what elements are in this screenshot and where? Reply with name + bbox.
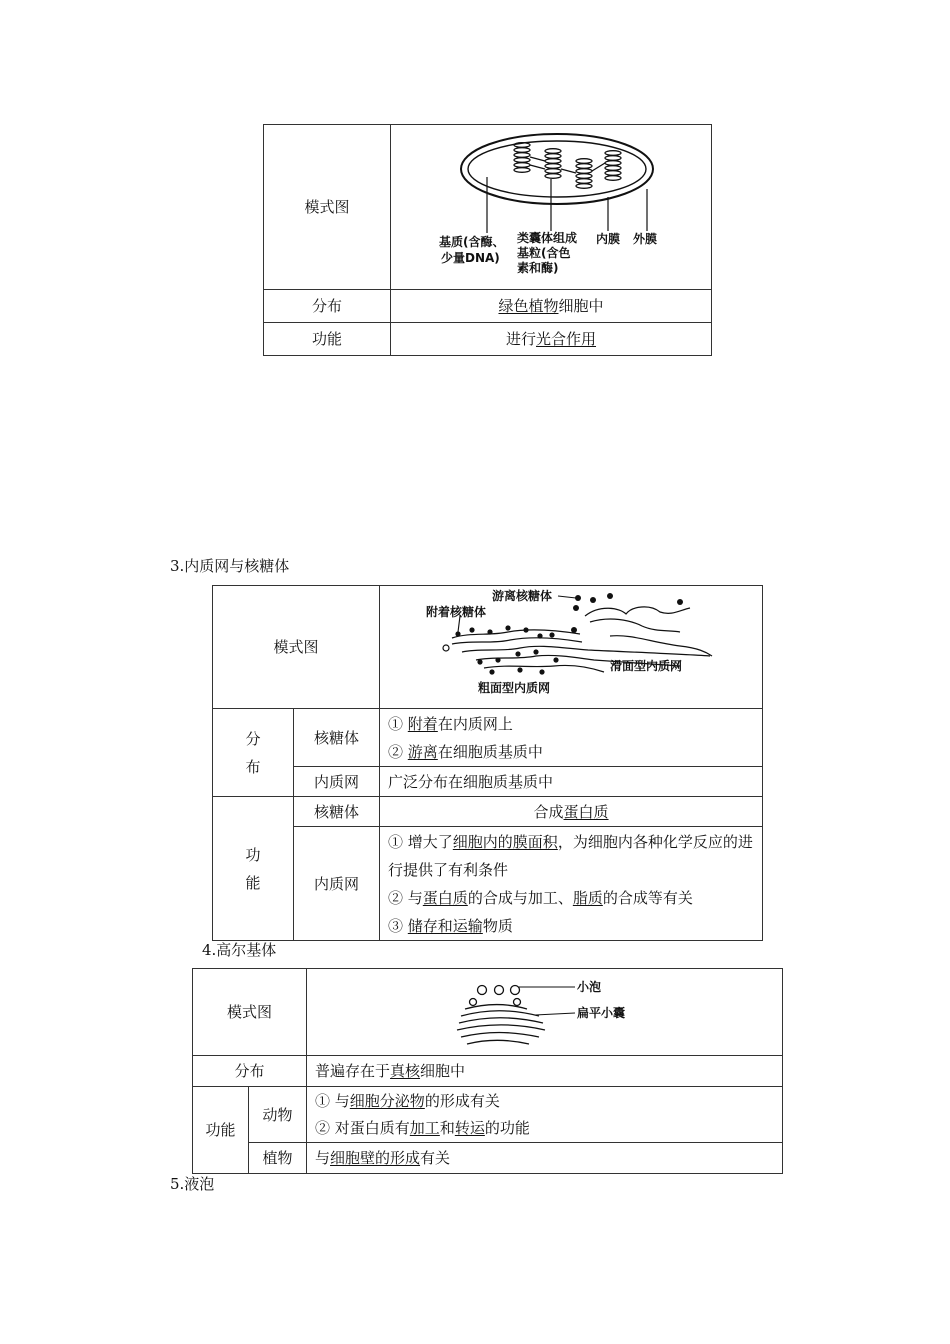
ribosome-function: 合成蛋白质 <box>380 797 763 827</box>
golgi-animal-function: ① 与细胞分泌物的形成有关 ② 对蛋白质有加工和转运的功能 <box>307 1087 783 1143</box>
golgi-diagram <box>307 969 783 1056</box>
er-function: ① 增大了细胞内的膜面积，为细胞内各种化学反应的进行提供了有利条件 ② 与蛋白质的合成与加工、脂质的合成等有关 ③ 储存和运输物质 <box>380 827 763 941</box>
er-distribution-label: 分 布 <box>213 709 294 797</box>
free-ribosome-label: 游离核糖体 <box>492 589 553 603</box>
er-function-label: 功 能 <box>213 797 294 941</box>
er-distribution: 广泛分布在细胞质基质中 <box>380 767 763 797</box>
er-heading: 3.内质网与核糖体 <box>170 557 290 575</box>
grana-label-1: 类囊体组成 <box>517 231 578 245</box>
chloroplast-distribution: 绿色植物细胞中 <box>391 290 712 323</box>
golgi-animal-label: 动物 <box>249 1087 307 1143</box>
grana-label-2: 基粒(含色 <box>517 246 571 260</box>
golgi-plant-label: 植物 <box>249 1143 307 1174</box>
chloroplast-model-label: 模式图 <box>264 125 391 290</box>
stroma-label-2: 少量DNA) <box>441 251 500 265</box>
er-diagram <box>380 586 763 709</box>
ribosome-label-func: 核糖体 <box>294 797 380 827</box>
grana-label-3: 素和酶) <box>517 261 559 275</box>
chloroplast-function: 进行光合作用 <box>391 323 712 356</box>
chloroplast-table <box>263 124 712 356</box>
rough-er-label: 粗面型内质网 <box>478 681 551 695</box>
golgi-distribution: 普遍存在于真核细胞中 <box>307 1056 783 1087</box>
golgi-function-label: 功能 <box>193 1087 249 1174</box>
attached-ribosome-label: 附着核糖体 <box>426 605 487 619</box>
golgi-distribution-label: 分布 <box>193 1056 307 1087</box>
vesicle-label: 小泡 <box>577 980 602 994</box>
cisternae-label: 扁平小囊 <box>577 1006 626 1020</box>
golgi-heading: 4.高尔基体 <box>202 941 277 959</box>
inner-membrane-label: 内膜 <box>596 232 621 246</box>
chloroplast-diagram <box>391 125 712 290</box>
ribosome-distribution: ① 附着在内质网上 ② 游离在细胞质基质中 <box>380 709 763 767</box>
smooth-er-label: 滑面型内质网 <box>610 659 683 673</box>
ribosome-label-dist: 核糖体 <box>294 709 380 767</box>
vacuole-heading: 5.液泡 <box>170 1175 215 1193</box>
chloroplast-function-label: 功能 <box>264 323 391 356</box>
golgi-model-label: 模式图 <box>193 969 307 1056</box>
er-model-label: 模式图 <box>213 586 380 709</box>
er-label-func: 内质网 <box>294 827 380 941</box>
outer-membrane-label: 外膜 <box>633 232 658 246</box>
stroma-label-1: 基质(含酶、 <box>439 235 505 249</box>
golgi-table <box>192 968 783 1174</box>
er-table <box>212 585 763 941</box>
chloroplast-distribution-label: 分布 <box>264 290 391 323</box>
er-label-dist: 内质网 <box>294 767 380 797</box>
golgi-plant-function: 与细胞壁的形成有关 <box>307 1143 783 1174</box>
